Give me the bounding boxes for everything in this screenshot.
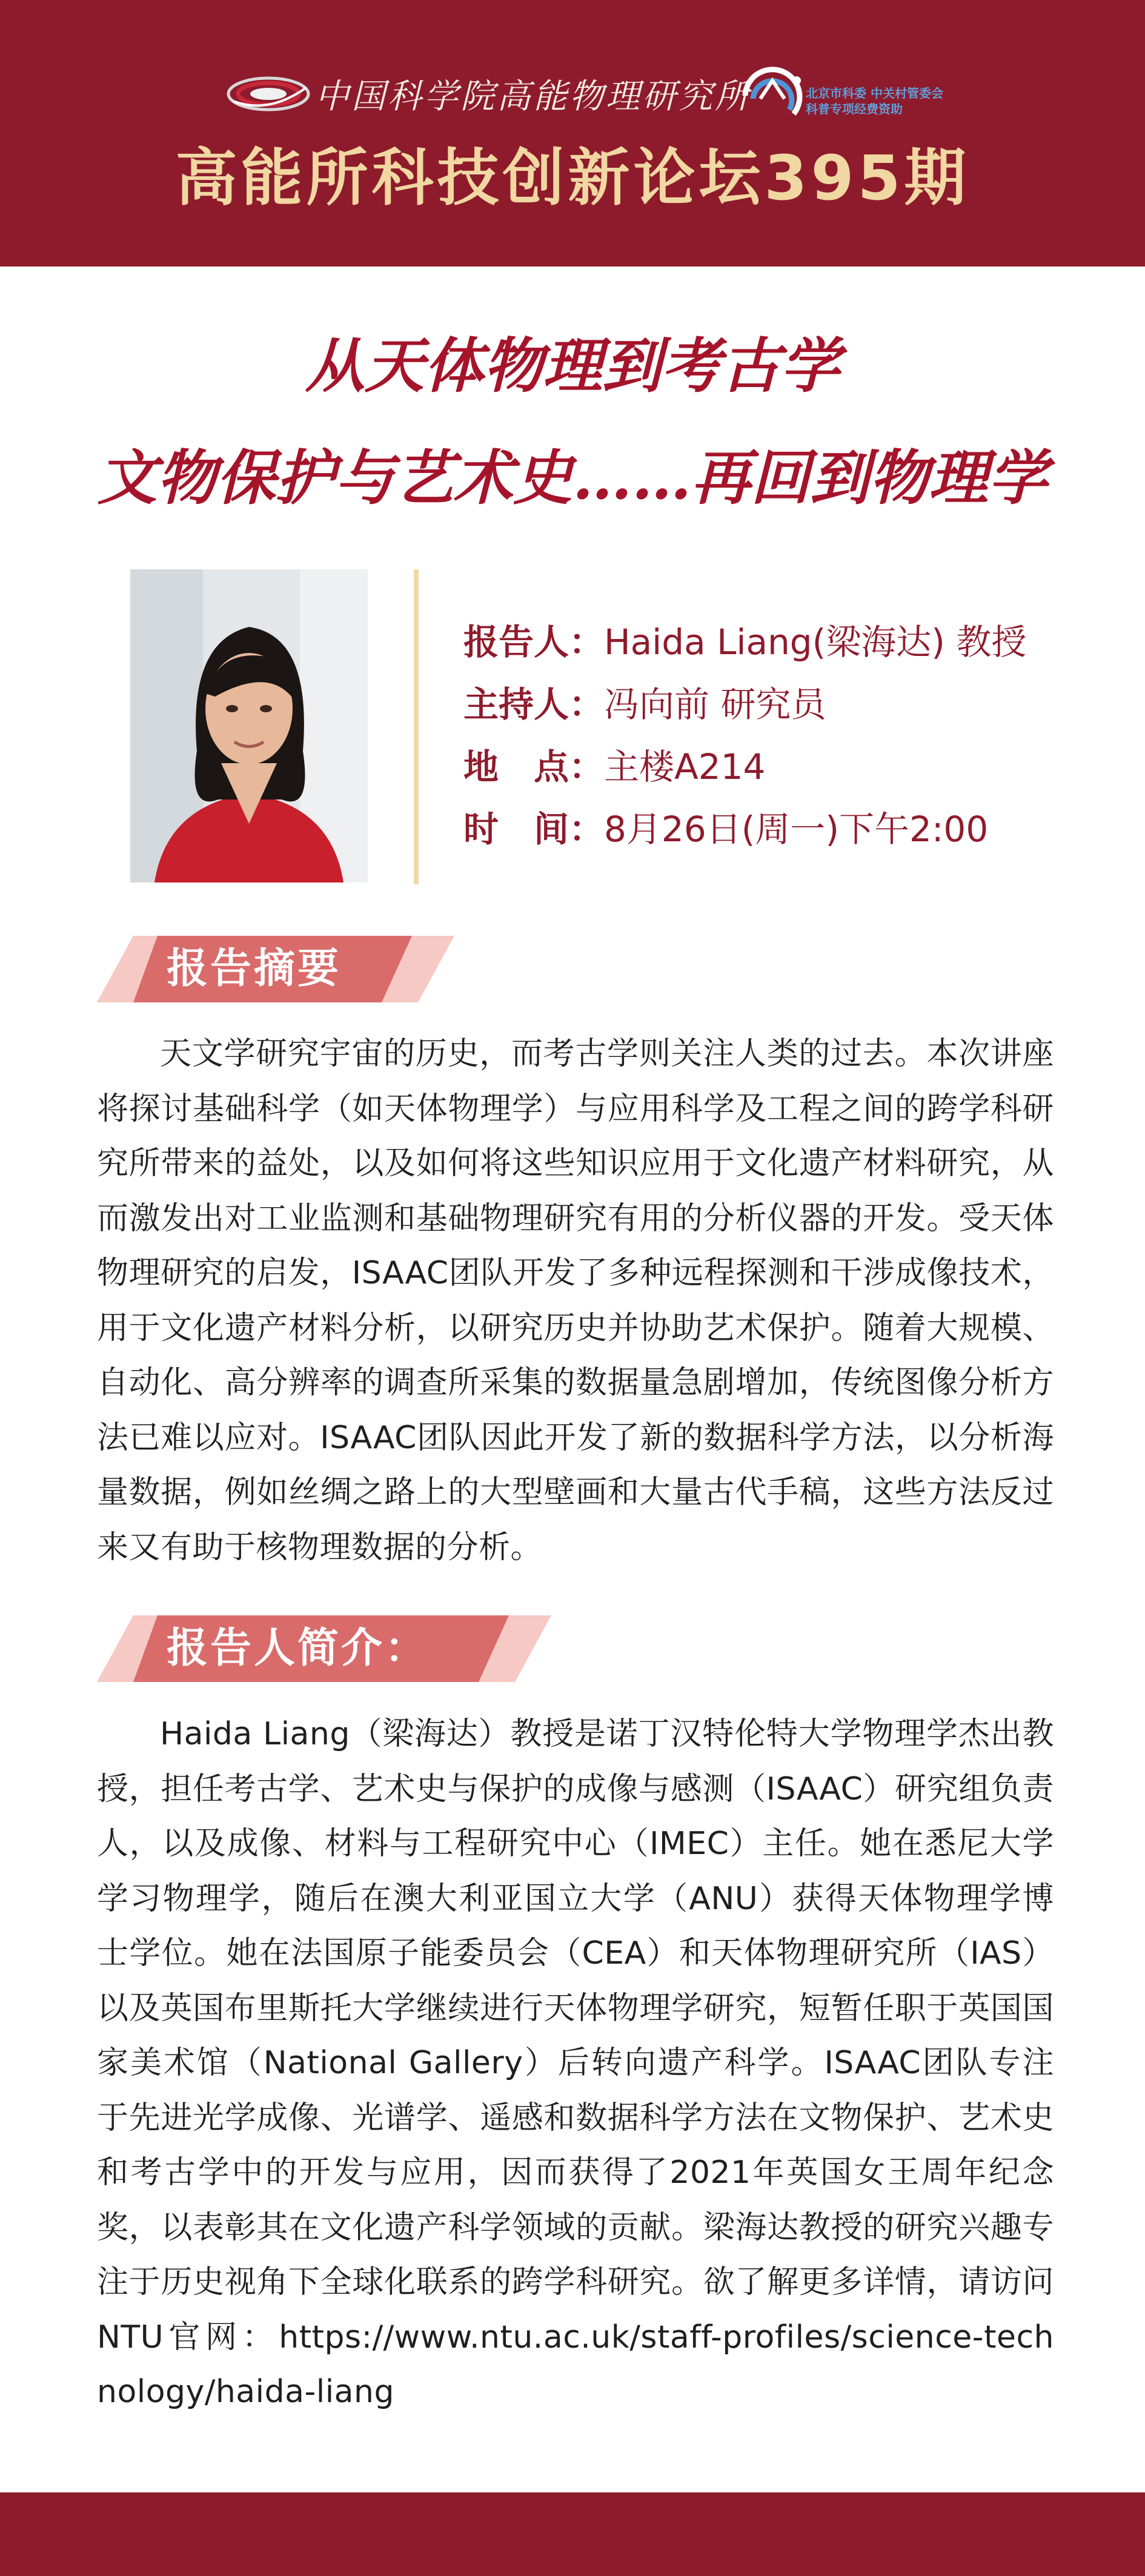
header-banner — [0, 0, 1145, 267]
bio-heading-tab — [97, 1615, 557, 1682]
info-speaker — [463, 615, 1100, 669]
logo-row — [0, 58, 1145, 130]
ihep-emblem-icon — [221, 70, 312, 118]
speaker-photo — [130, 569, 368, 882]
abstract-heading-tab — [97, 936, 485, 1002]
partner-name-line2: 科普专项经费资助 — [806, 102, 903, 116]
info-value: 主楼A214 — [604, 746, 766, 787]
info-value: Haida Liang(梁海达) 教授 — [604, 621, 1027, 663]
org-name: 中国科学院高能物理研究所 — [315, 77, 751, 116]
info-divider — [414, 569, 419, 884]
info-value: 冯向前 研究员 — [604, 684, 826, 725]
info-location — [463, 740, 1100, 794]
bio-heading: 报告人简介： — [167, 1624, 429, 1672]
talk-title-line2: 文物保护与艺术史……再回到物理学 — [97, 443, 1047, 513]
talk-title-line1: 从天体物理到考古学 — [305, 331, 840, 401]
abstract-heading: 报告摘要 — [167, 945, 342, 993]
info-time — [463, 802, 1100, 856]
info-label: 报告人： — [463, 621, 605, 663]
abstract-text: 天文学研究宇宙的历史，而考古学则关注人类的过去。本次讲座将探讨基础科学（如天体物理学）与应用科学及工程之间的跨学科研究所带来的益处，以及如何将这些知识应用于文化遗产材料研究，从而激发出对工业监测和基础物理研究有用的分析仪器的开发。受天体物理研究的启发，ISAAC团队开发了多种远程探测和干涉成像技术，用于文化遗产材料分析，以研究历史并协助艺术保护。随着大规模、自动化、高分辨率的调查所采集的数据量急剧增加，传统图像分析方法已难以应对。ISAAC团队因此开发了新的数据科学方法，以分析海量数据，例如丝绸之路上的大型壁画和大量古代手稿，这些方法反过来又有助于核物理数据的分析。 — [97, 1036, 1054, 1566]
partner-name — [806, 85, 945, 122]
info-label: 时 间： — [463, 809, 605, 850]
info-value: 8月26日(周一)下午2:00 — [604, 809, 989, 850]
partner-emblem-icon — [736, 62, 809, 129]
info-label: 地 点： — [463, 746, 605, 787]
info-host — [463, 677, 1100, 732]
footer-bar — [0, 2492, 1145, 2576]
forum-title: 高能所科技创新论坛395期 — [175, 142, 970, 214]
bio-text: Haida Liang（梁海达）教授是诺丁汉特伦特大学物理学杰出教授，担任考古学、艺术史与保护的成像与感测（ISAAC）研究组负责人，以及成像、材料与工程研究中心（IMEC）主任。她在悉尼大学学习物理学，随后在澳大利亚国立大学（ANU）获得天体物理学博士学位。她在法国原子能委员会（CEA）和天体物理研究所（IAS）以及英国布里斯托大学继续进行天体物理学研究，短暂任职于英国国家美术馆（National Gallery）后转向遗产科学。ISAAC团队专注于先进光学成像、光谱学、遥感和数据科学方法在文物保护、艺术史和考古学中的开发与应用，因而获得了2021年英国女王周年纪念奖，以表彰其在文化遗产科学领域的贡献。梁海达教授的研究兴趣专注于历史视角下全球化联系的跨学科研究。欲了解更多详情，请访问 NTU官网：https://www.ntu.ac.uk/staff-profiles/science-technology/haida-liang — [97, 1716, 1054, 2410]
info-label: 主持人： — [463, 684, 605, 725]
partner-name-line1: 北京市科委 中关村管委会 — [806, 86, 943, 101]
